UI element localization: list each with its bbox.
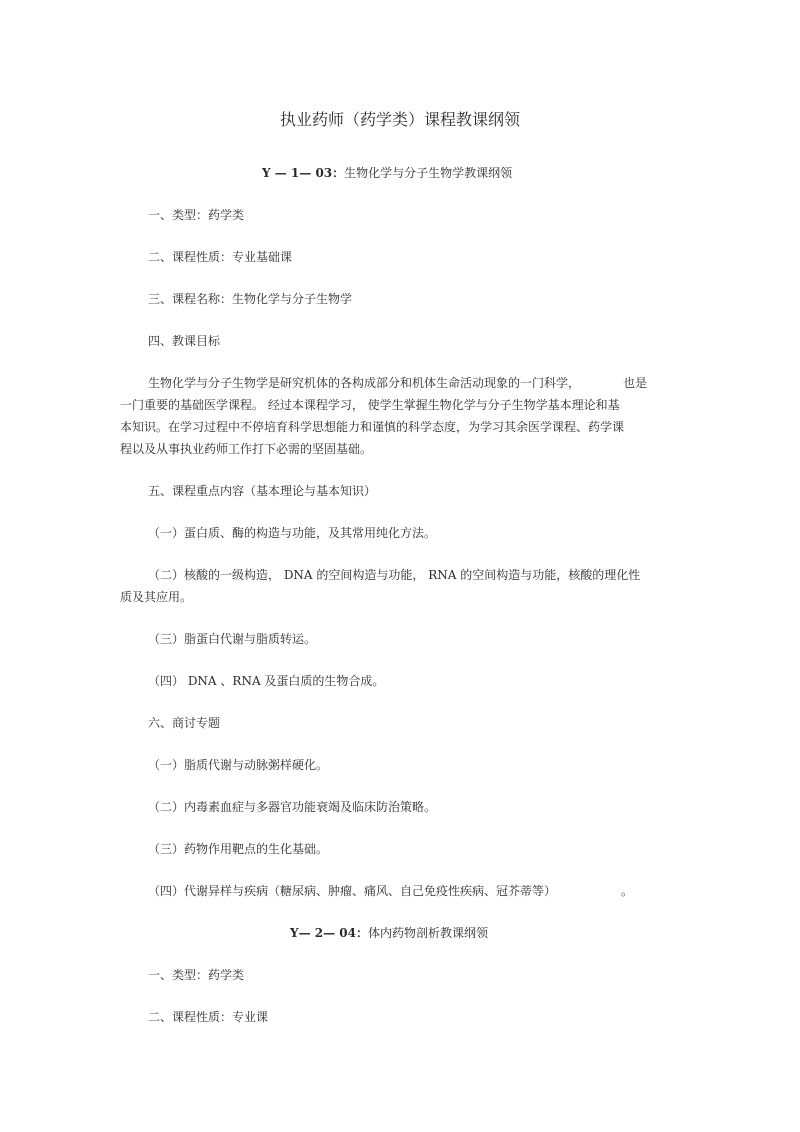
document-title: 执业药师（药学类）课程教课纲领 <box>279 110 520 129</box>
topic-item-4: （四）代谢异样与疾病（糖尿病、肿瘤、痛风、自己免疫性疾病、冠芥蒂等） <box>148 884 557 898</box>
topic-item-4-tail: 。 <box>621 884 634 898</box>
section1-course-name: 三、课程名称：生物化学与分子生物学 <box>148 292 353 306</box>
goal-heading: 四、教课目标 <box>148 334 221 348</box>
key-item-1: （一）蛋白质、酶的构造与功能，及其常用纯化方法。 <box>148 526 437 540</box>
section1-name: 生物化学与分子生物学教课纲领 <box>344 166 513 180</box>
key-heading: 五、课程重点内容（基本理论与基本知识） <box>148 484 377 498</box>
key-item-3: （三）脂蛋白代谢与脂质转运。 <box>148 632 317 646</box>
goal-line-2: 一门重要的基础医学课程。 经过本课程学习， 使学生掌握生物化学与分子生物学基本理论和基 <box>120 398 620 412</box>
key-item-4: （四） DNA 、RNA 及蛋白质的生物合成。 <box>148 674 385 688</box>
topic-heading: 六、商讨专题 <box>148 716 221 730</box>
section1-code: Y — 1— 03： <box>262 166 345 180</box>
goal-line-1-tail: 也是 <box>623 376 648 390</box>
section2-code: Y— 2— 04： <box>290 926 368 940</box>
section1-heading <box>262 166 512 180</box>
key-item-2-line-1: （二）核酸的一级构造， DNA 的空间构造与功能， RNA 的空间构造与功能，核酸的理化性 <box>148 568 641 582</box>
goal-line-1: 生物化学与分子生物学是研究机体的各构成部分和机体生命活动现象的一门科学， <box>148 376 581 390</box>
topic-item-3: （三）药物作用靶点的生化基础。 <box>148 842 329 856</box>
section2-nature: 二、课程性质：专业课 <box>148 1010 269 1024</box>
key-item-2-line-2: 质及其应用。 <box>120 590 193 604</box>
topic-item-2: （二）内毒素血症与多器官功能衰竭及临床防治策略。 <box>148 800 437 814</box>
section2-name: 体内药物剖析教课纲领 <box>367 926 488 940</box>
section2-type: 一、类型：药学类 <box>148 968 245 982</box>
section1-type: 一、类型：药学类 <box>148 208 245 222</box>
goal-line-4: 程以及从事执业药师工作打下必需的坚固基础。 <box>120 442 373 456</box>
topic-item-1: （一）脂质代谢与动脉粥样硬化。 <box>148 758 329 772</box>
section2-heading <box>290 926 488 940</box>
goal-line-3: 本知识。在学习过程中不停培育科学思想能力和谨慎的科学态度，为学习其余医学课程、药学课 <box>120 420 625 434</box>
section1-nature: 二、课程性质：专业基础课 <box>148 250 293 264</box>
